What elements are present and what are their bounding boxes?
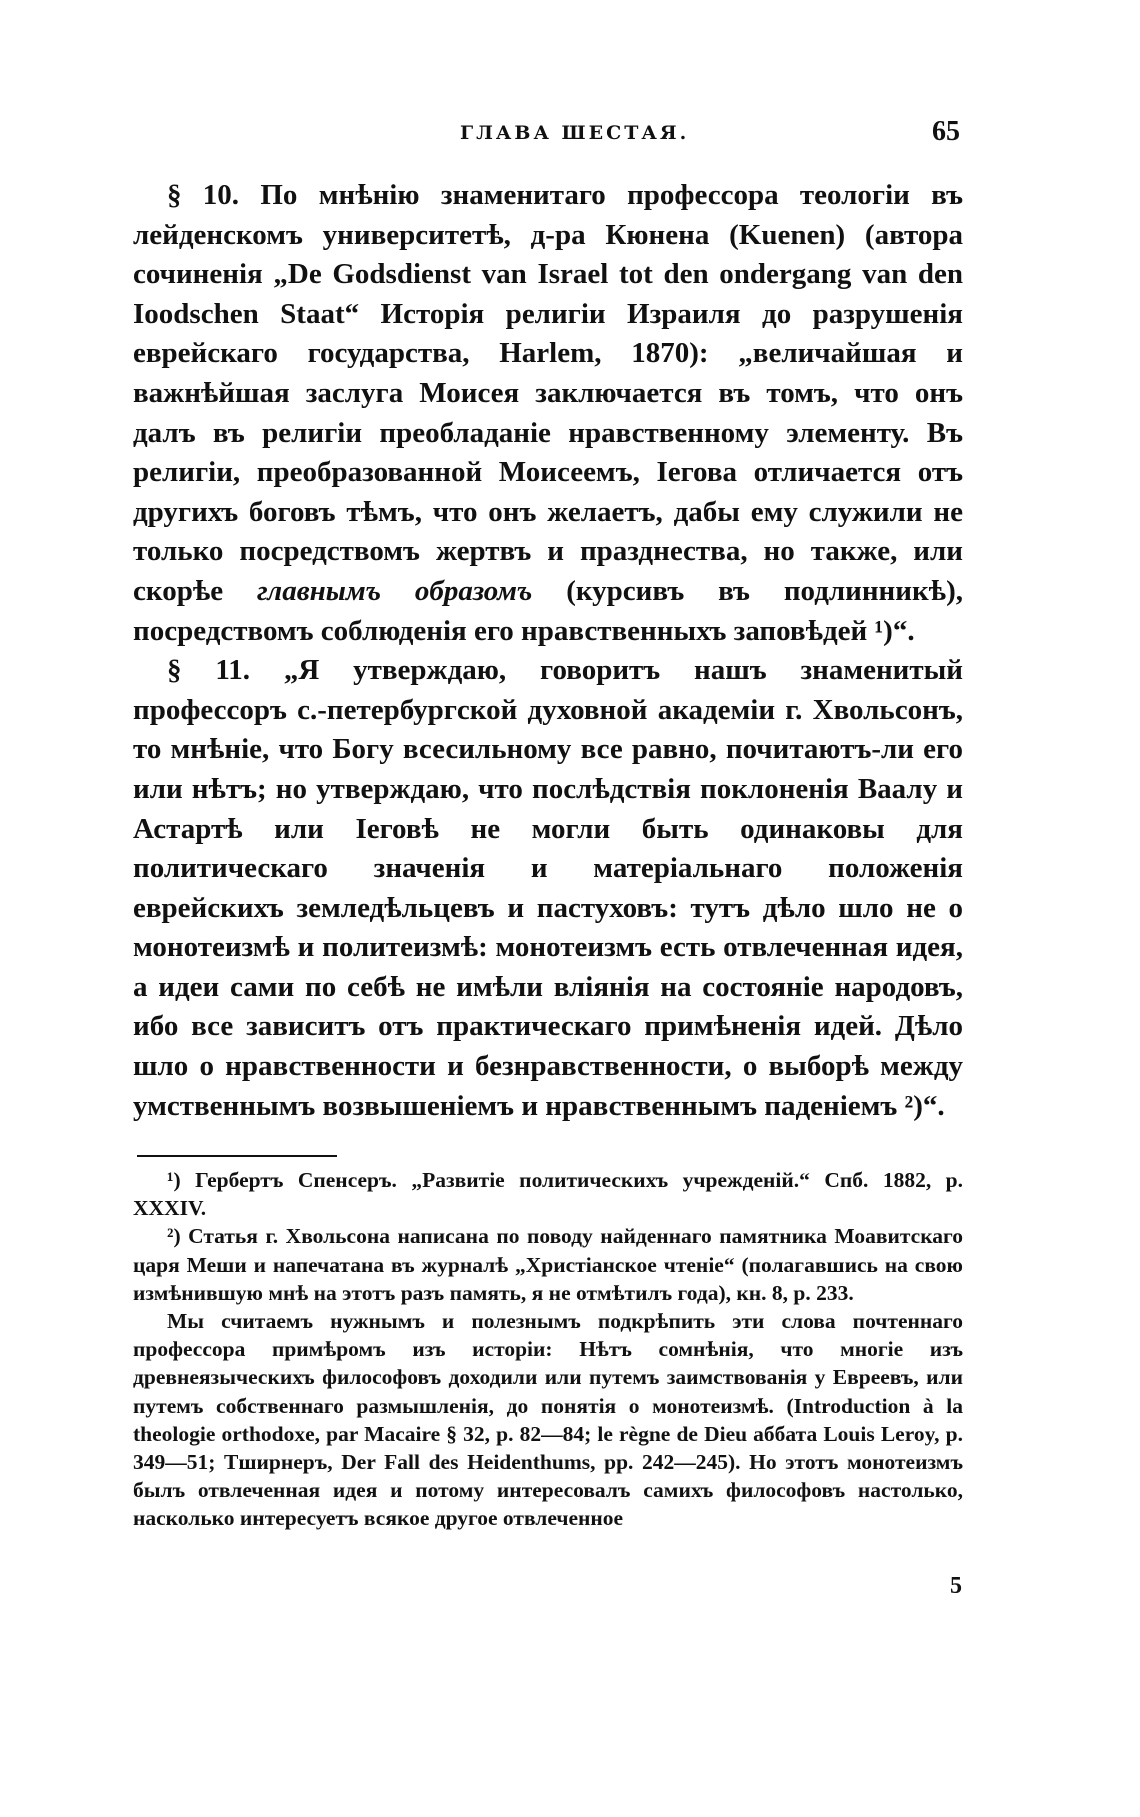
running-head — [130, 118, 960, 158]
footnote-2: ²) Статья г. Хвольсона написана по поводу найденнаго памятника Моавитскаго царя Меши и напечатана въ журналѣ „Христіанское чтеніе“ (полагавшись на свою измѣнившую мнѣ на этотъ разъ память, я не отмѣтилъ года), кн. 8, р. 233. — [133, 1224, 963, 1305]
paragraph-section-10 — [133, 176, 963, 651]
paragraph-10-text-b: (курсивъ въ подлинникѣ), посредствомъ соблюденія его нравственныхъ заповѣдей ¹)“. — [133, 574, 963, 647]
signature-mark: 5 — [950, 1573, 962, 1599]
paragraph-10-italic: главнымъ образомъ — [256, 574, 533, 607]
footnotes — [133, 1166, 963, 1533]
section-mark-11: § 11. — [167, 654, 250, 687]
section-mark-10: § 10. — [167, 179, 240, 211]
main-text — [133, 176, 963, 1126]
footnote-comment: Мы считаемъ нужнымъ и полезнымъ подкрѣпить эти слова почтеннаго профессора примѣромъ изъ исторіи: Нѣтъ сомнѣнія, что многіе изъ древнеязыческихъ философовъ доходили или путемъ заимствованія у Евреевъ, или путемъ собственнаго размышленія, до понятія о монотеизмѣ. (Introduction à la theologie orthodoxe, par Macaire § 32, p. 82—84; le règne de Dieu аббата Louis Leroy, p. 349—51; Тширнеръ, Der Fall des Heidenthums, pp. 242—245). Но этотъ монотеизмъ былъ отвлеченная идея и потому интересовалъ самихъ философовъ настолько, насколько интересуетъ всякое другое отвлеченное — [133, 1309, 963, 1531]
chapter-title: ГЛАВА ШЕСТАЯ. — [460, 122, 690, 144]
page-number: 65 — [932, 116, 960, 147]
paragraph-11-text: „Я утверждаю, говоритъ нашъ знаменитый профессоръ с.-петербургской духовной академіи г. Хвольсонъ, то мнѣніе, что Богу всесильному все равно, почитаютъ-ли его или нѣтъ; но утверждаю, что послѣдствія поклоненія Ваалу и Астартѣ или Іеговѣ не могли быть одинаковы для политическаго значенія и матеріальнаго положенія еврейскихъ земледѣльцевъ и пастуховъ: тутъ дѣло шло не о монотеизмѣ и политеизмѣ: монотеизмъ есть отвлеченная идея, а идеи сами по себѣ не имѣли вліянія на состояніе народовъ, ибо все зависитъ отъ практическаго примѣненія идей. Дѣло шло о нравственности и безнравственности, о выборѣ между умственнымъ возвышеніемъ и нравственнымъ паденіемъ ²)“. — [133, 654, 963, 1122]
footnote-divider — [137, 1155, 337, 1157]
footnote-1: ¹) Гербертъ Спенсеръ. „Развитіе политическихъ учрежденій.“ Спб. 1882, p. XXXIV. — [133, 1168, 963, 1221]
paragraph-10-text-a: По мнѣнію знаменитаго профессора теологіи въ лейденскомъ университетѣ, д-ра Кюнена (Kuenen) (автора сочиненія „De Godsdienst van Israel tot den ondergang van den Ioodschen Staat“ Исторія религіи Израиля до разрушенія еврейскаго государства, Harlem, 1870): „величайшая и важнѣйшая заслуга Моисея заключается въ томъ, что онъ далъ въ религіи преобладаніе нравственному элементу. Въ религіи, преобразованной Моисеемъ, Іегова отличается отъ другихъ боговъ тѣмъ, что онъ желаетъ, дабы ему служили не только посредствомъ жертвъ и празднества, но также, или скорѣе — [133, 179, 963, 607]
paragraph-section-11 — [133, 651, 963, 1126]
